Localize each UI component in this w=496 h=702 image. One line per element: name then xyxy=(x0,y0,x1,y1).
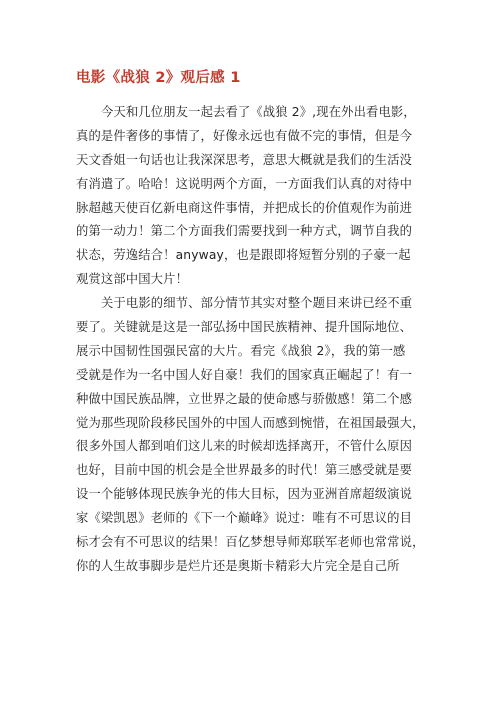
paragraph-2-line: 设一个能够体现民族争光的伟大目标，因为亚洲首席超级演说 xyxy=(76,487,413,502)
paragraph-1-line: 的第一动力！第二个方面我们需要找到一种方式，调节自我的 xyxy=(76,224,413,239)
paragraph-2-line: 展示中国韧性国强民富的大片。看完《战狼 2》，我的第一感 xyxy=(76,343,406,358)
paragraph-1-line: 真的是件奢侈的事情了，好像永远也有做不完的事情，但是今 xyxy=(76,128,413,143)
page-title: 电影《战狼 2》观后感 1 xyxy=(76,70,241,86)
paragraph-2-line: 也好，目前中国的机会是全世界最多的时代！第三感受就是要 xyxy=(76,463,413,478)
paragraph-1-line: 状态，劳逸结合！anyway，也是跟即将短暂分别的子豪一起 xyxy=(76,248,411,263)
document-body xyxy=(76,101,430,579)
paragraph-2-line: 家《梁凯恩》老师的《下一个巅峰》说过：唯有不可思议的目 xyxy=(76,511,413,526)
paragraph-1-line: 天文香姐一句话也让我深深思考，意思大概就是我们的生活没 xyxy=(76,152,413,167)
paragraph-2-line: 很多外国人都到咱们这儿来的时候却选择离开，不管什么原因 xyxy=(76,439,413,454)
paragraph-2-line: 标才会有不可思议的结果！百亿梦想导师郑联军老师也常常说， xyxy=(76,535,425,550)
paragraph-1-line: 脉超越天使百亿新电商这件事情，并把成长的价值观作为前进 xyxy=(76,200,413,215)
paragraph-2-line: 受就是作为一名中国人好自豪！我们的国家真正崛起了！有一 xyxy=(76,367,413,382)
paragraph-2-line: 觉为那些现阶段移民国外的中国人而感到惋惜，在祖国最强大， xyxy=(76,415,425,430)
paragraph-2-line: 关于电影的细节、部分情节其实对整个题目来讲已经不重 xyxy=(101,296,413,311)
paragraph-2-line: 种做中国民族品牌，立世界之最的使命感与骄傲感！第二个感 xyxy=(76,391,413,406)
paragraph-2-line: 要了。关键就是这是一部弘扬中国民族精神、提升国际地位、 xyxy=(76,320,413,335)
paragraph-1-line: 有消遣了。哈哈！这说明两个方面，一方面我们认真的对待中 xyxy=(76,176,413,191)
paragraph-1-line: 观赏这部中国大片！ xyxy=(76,272,189,287)
paragraph-1-line: 今天和几位朋友一起去看了《战狼 2》,现在外出看电影， xyxy=(101,105,416,119)
paragraph-2-line: 你的人生故事脚步是烂片还是奥斯卡精彩大片完全是自己所 xyxy=(76,558,400,573)
